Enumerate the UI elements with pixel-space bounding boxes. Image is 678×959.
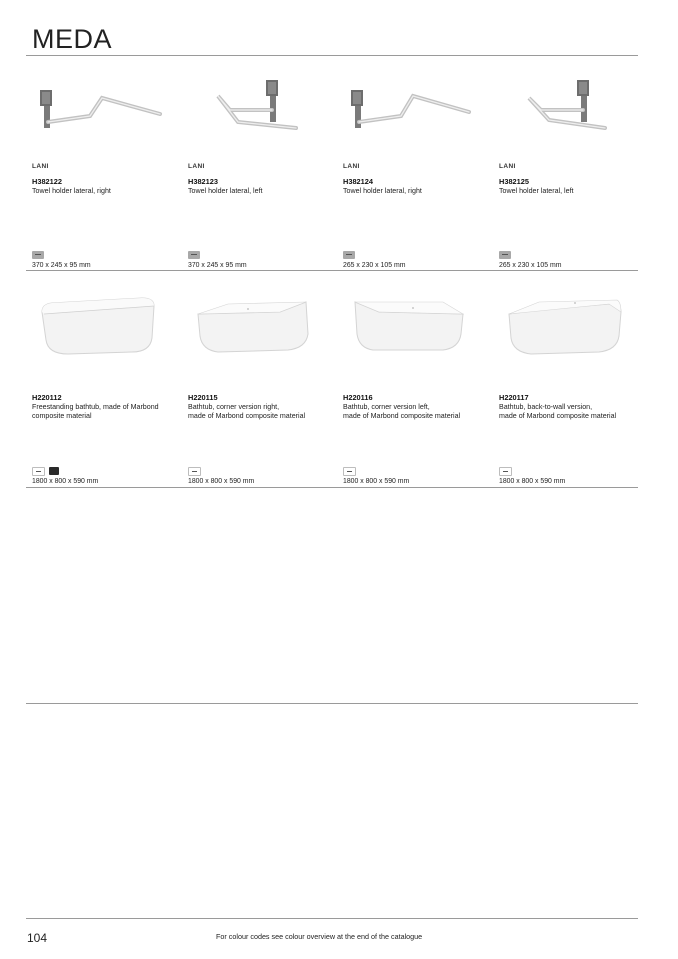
towel-holder-left-icon <box>499 76 647 136</box>
colour-swatch-grey <box>32 251 44 259</box>
footer-divider <box>26 918 638 919</box>
product-code: H382122 <box>32 177 62 186</box>
footer-note: For colour codes see colour overview at the end of the catalogue <box>216 932 423 941</box>
product-dimensions: 1800 x 800 x 590 mm <box>188 478 255 485</box>
corner-bathtub-left-icon <box>343 290 491 360</box>
product-code: H220116 <box>343 393 373 402</box>
back-to-wall-bathtub-icon <box>499 290 647 360</box>
product-description <box>188 403 336 421</box>
description-line: Bathtub, back-to-wall version, <box>499 403 593 411</box>
colour-swatch-grey <box>188 251 200 259</box>
product-dimensions: 1800 x 800 x 590 mm <box>32 478 99 485</box>
colour-swatch-dark <box>49 467 59 475</box>
towel-holder-right-icon <box>32 76 180 136</box>
product-description <box>343 187 491 196</box>
colour-swatches <box>188 251 200 259</box>
colour-swatch-white <box>499 467 512 476</box>
series-label: LANI <box>32 163 49 170</box>
row-divider <box>26 270 638 271</box>
product-description <box>32 187 180 196</box>
product-code: H382125 <box>499 177 529 186</box>
series-label: LANI <box>499 163 516 170</box>
colour-swatch-white <box>32 467 45 476</box>
page-number: 104 <box>27 931 48 945</box>
description-line: Towel holder lateral, right <box>343 187 422 195</box>
product-code: H382123 <box>188 177 218 186</box>
product-code: H220117 <box>499 393 529 402</box>
product-dimensions: 1800 x 800 x 590 mm <box>499 478 566 485</box>
description-line: Towel holder lateral, left <box>188 187 263 195</box>
product-description <box>499 187 647 196</box>
page-title: MEDA <box>32 24 113 54</box>
colour-swatch-white <box>188 467 201 476</box>
description-line: Towel holder lateral, left <box>499 187 574 195</box>
section-divider <box>26 703 638 704</box>
product-code: H382124 <box>343 177 373 186</box>
product-code: H220112 <box>32 393 62 402</box>
colour-swatches <box>188 467 201 476</box>
product-dimensions: 1800 x 800 x 590 mm <box>343 478 410 485</box>
description-line: Bathtub, corner version left, <box>343 403 430 411</box>
colour-swatches <box>32 251 44 259</box>
product-description <box>499 403 647 421</box>
description-line: Towel holder lateral, right <box>32 187 111 195</box>
colour-swatches <box>343 467 356 476</box>
series-label: LANI <box>343 163 360 170</box>
product-description <box>188 187 336 196</box>
corner-bathtub-right-icon <box>188 290 336 360</box>
description-line: made of Marbond composite material <box>188 412 306 420</box>
product-description <box>343 403 491 421</box>
colour-swatches <box>32 467 59 476</box>
product-dimensions: 265 x 230 x 105 mm <box>499 262 562 269</box>
towel-holder-left-icon <box>188 76 336 136</box>
colour-swatches <box>343 251 355 259</box>
colour-swatches <box>499 251 511 259</box>
description-line: made of Marbond composite material <box>499 412 617 420</box>
product-dimensions: 370 x 245 x 95 mm <box>32 262 91 269</box>
description-line: Freestanding bathtub, made of Marbond <box>32 403 159 411</box>
row-divider <box>26 487 638 488</box>
title-divider <box>26 55 638 56</box>
description-line: Bathtub, corner version right, <box>188 403 280 411</box>
product-description <box>32 403 180 421</box>
towel-holder-right-icon <box>343 76 491 136</box>
colour-swatch-white <box>343 467 356 476</box>
colour-swatch-grey <box>499 251 511 259</box>
product-code: H220115 <box>188 393 218 402</box>
colour-swatch-grey <box>343 251 355 259</box>
product-dimensions: 265 x 230 x 105 mm <box>343 262 406 269</box>
description-line: made of Marbond composite material <box>343 412 461 420</box>
series-label: LANI <box>188 163 205 170</box>
product-dimensions: 370 x 245 x 95 mm <box>188 262 247 269</box>
description-line: composite material <box>32 412 92 420</box>
colour-swatches <box>499 467 512 476</box>
freestanding-bathtub-icon <box>32 290 180 360</box>
